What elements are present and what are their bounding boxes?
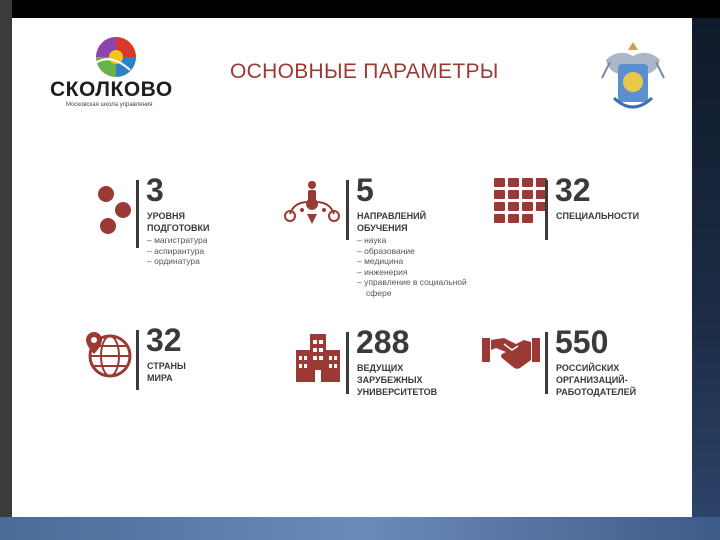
stat-items — [147, 235, 208, 267]
list-item: – ординатура — [147, 256, 200, 266]
stat-divider — [545, 180, 548, 240]
stat-number: 5 — [356, 172, 374, 208]
handshake-icon — [482, 334, 540, 372]
stat-divider — [346, 180, 349, 240]
stat-number: 288 — [356, 324, 410, 360]
stat-number: 3 — [146, 172, 164, 208]
window-frame-right — [692, 18, 720, 518]
stat-label-line: ВЕДУЩИХ — [357, 363, 404, 373]
skolkovo-logo-icon — [90, 34, 142, 80]
list-item: – медицина — [357, 256, 404, 266]
stat-label-line: ОБУЧЕНИЯ — [357, 223, 408, 233]
stat-label-line: ОРГАНИЗАЦИЙ- — [556, 375, 628, 385]
slide — [12, 18, 692, 517]
logo-subtitle: Московская школа управления — [66, 102, 153, 108]
stat-label-line: СТРАНЫ — [147, 361, 186, 371]
list-item: – инженерия — [357, 266, 408, 277]
stat-label-line: УРОВНЯ — [147, 211, 185, 221]
page-title: ОСНОВНЫЕ ПАРАМЕТРЫ — [230, 60, 499, 83]
globe-pin-icon — [84, 330, 134, 380]
stat-divider — [136, 330, 139, 390]
window-frame-bottom — [0, 517, 720, 540]
logo-text: СКОЛКОВО — [50, 78, 173, 101]
list-item: – наука — [357, 235, 387, 245]
stat-items — [357, 235, 467, 298]
university-emblem-icon — [598, 38, 668, 118]
stat-divider — [136, 180, 139, 248]
list-item: – аспирантура — [147, 245, 205, 256]
stat-divider — [346, 332, 349, 394]
list-item: – управление в социальной — [357, 277, 467, 287]
stat-label-line: ПОДГОТОВКИ — [147, 223, 210, 233]
stat-label-line: РОССИЙСКИХ — [556, 363, 620, 373]
grid-icon — [494, 178, 550, 224]
list-item: – образование — [357, 245, 415, 256]
dots-icon — [94, 184, 134, 236]
university-building-icon — [292, 334, 344, 382]
directions-icon — [282, 180, 344, 230]
window-frame-top — [0, 0, 720, 18]
window-frame-left — [0, 0, 12, 540]
stat-label-line: УНИВЕРСИТЕТОВ — [357, 387, 438, 397]
stat-number: 550 — [555, 324, 609, 360]
stat-label-line: НАПРАВЛЕНИЙ — [357, 211, 427, 221]
stat-divider — [545, 332, 548, 394]
stat-label-line: РАБОТОДАТЕЛЕЙ — [556, 387, 637, 397]
stat-label-line: МИРА — [147, 373, 173, 383]
stat-label-line: СПЕЦИАЛЬНОСТИ — [556, 211, 640, 221]
list-item: сфере — [366, 287, 392, 298]
list-item: – магистратура — [147, 235, 208, 245]
stat-number: 32 — [146, 322, 182, 358]
stat-number: 32 — [555, 172, 591, 208]
stat-label-line: ЗАРУБЕЖНЫХ — [357, 375, 423, 385]
